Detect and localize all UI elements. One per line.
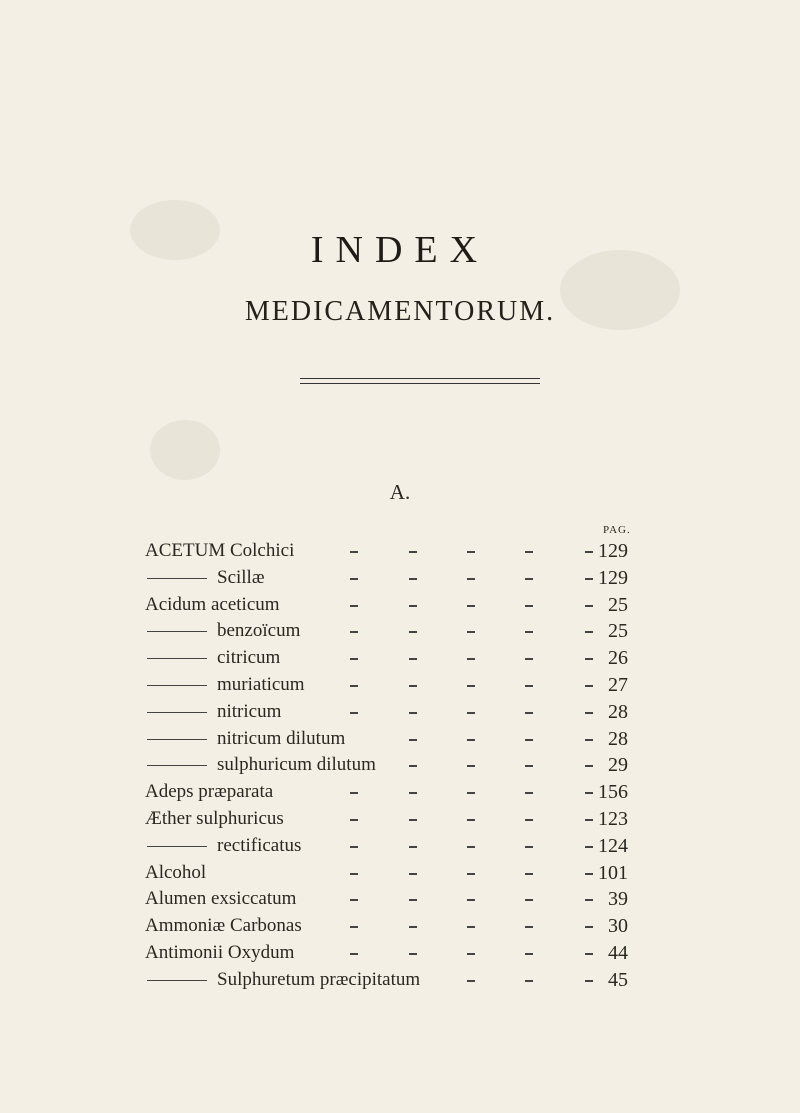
index-entry <box>0 858 800 888</box>
entry-label: ACETUM Colchici <box>145 540 295 561</box>
leader-dash <box>350 846 358 848</box>
index-entry <box>0 643 800 673</box>
leader-dash <box>467 765 475 767</box>
leader-dash <box>585 712 593 714</box>
leader-dash <box>409 899 417 901</box>
leader-dash <box>467 819 475 821</box>
leader-dash <box>585 605 593 607</box>
index-entry <box>0 831 800 861</box>
entry-page-number: 30 <box>608 915 628 938</box>
entry-page-number: 124 <box>598 834 628 857</box>
entry-label: Antimonii Oxydum <box>145 942 295 963</box>
leader-dash <box>409 873 417 875</box>
leader-dash <box>525 685 533 687</box>
leader-dash <box>525 712 533 714</box>
leader-dash <box>525 739 533 741</box>
index-entry <box>0 536 800 566</box>
leader-dash <box>467 685 475 687</box>
leader-dash <box>467 631 475 633</box>
index-entry <box>0 777 800 807</box>
index-entry <box>0 884 800 914</box>
leader-dash <box>525 792 533 794</box>
leader-dash <box>409 953 417 955</box>
leader-dash <box>350 658 358 660</box>
leader-dash <box>525 658 533 660</box>
leader-dash <box>350 685 358 687</box>
leader-dash <box>409 578 417 580</box>
entry-label: Alcohol <box>145 861 207 883</box>
leader-dash <box>525 578 533 580</box>
leader-dash <box>409 551 417 553</box>
leader-dash <box>585 765 593 767</box>
index-entry <box>0 911 800 941</box>
entry-label: muriaticum <box>217 674 305 695</box>
index-entry <box>0 724 800 754</box>
entry-page-number: 129 <box>598 566 628 589</box>
entry-label: Sulphuretum præcipitatum <box>217 968 421 990</box>
index-entry <box>0 750 800 780</box>
entry-page-number: 123 <box>598 808 628 830</box>
entry-page-number: 26 <box>608 647 628 670</box>
entry-label: rectificatus <box>217 834 302 856</box>
leader-dash <box>525 631 533 633</box>
leader-dash <box>409 685 417 687</box>
leader-dash <box>525 899 533 901</box>
leader-dash <box>585 685 593 687</box>
leader-dash <box>350 631 358 633</box>
leader-dash <box>350 605 358 607</box>
entry-label: citricum <box>217 647 281 669</box>
leader-dash <box>350 926 358 928</box>
entry-label: Adeps præparata <box>145 781 274 803</box>
leader-dash <box>350 873 358 875</box>
leader-dash <box>467 712 475 714</box>
index-entry <box>0 590 800 620</box>
index-entry <box>0 670 800 700</box>
leader-dash <box>350 578 358 580</box>
leader-dash <box>585 980 593 982</box>
leader-dash <box>585 846 593 848</box>
index-entry <box>0 965 800 995</box>
double-rule-bottom <box>300 383 540 384</box>
index-title: INDEX <box>310 229 490 271</box>
entry-label: nitricum dilutum <box>217 727 346 749</box>
entry-page-number: 27 <box>608 674 628 696</box>
entry-page-number: 101 <box>598 861 628 884</box>
leader-dash <box>467 953 475 955</box>
leader-dash <box>350 551 358 553</box>
leader-dash <box>409 712 417 714</box>
entry-page-number: 45 <box>608 968 628 991</box>
entry-label: benzoïcum <box>217 620 301 642</box>
ditto-dash <box>147 658 207 659</box>
ditto-dash <box>147 846 207 847</box>
leader-dash <box>350 819 358 821</box>
leader-dash <box>585 631 593 633</box>
leader-dash <box>350 899 358 901</box>
index-subtitle: MEDICAMENTORUM. <box>244 296 556 327</box>
leader-dash <box>585 578 593 580</box>
leader-dash <box>525 926 533 928</box>
leader-dash <box>409 658 417 660</box>
leader-dash <box>409 631 417 633</box>
leader-dash <box>585 551 593 553</box>
entry-label: nitricum <box>217 700 282 722</box>
leader-dash <box>525 873 533 875</box>
leader-dash <box>350 792 358 794</box>
leader-dash <box>467 899 475 901</box>
leader-dash <box>585 792 593 794</box>
leader-dash <box>467 578 475 580</box>
leader-dash <box>585 899 593 901</box>
leader-dash <box>409 846 417 848</box>
ditto-dash <box>147 765 207 766</box>
entry-label: Ammoniæ Carbonas <box>145 915 302 937</box>
index-entry <box>0 563 800 593</box>
leader-dash <box>467 980 475 982</box>
leader-dash <box>525 980 533 982</box>
entry-label: sulphuricum dilutum <box>217 754 376 776</box>
leader-dash <box>585 953 593 955</box>
entry-label: Æther sulphuricus <box>145 808 284 829</box>
leader-dash <box>467 792 475 794</box>
double-rule-top <box>300 378 540 379</box>
entry-page-number: 28 <box>608 727 628 750</box>
leader-dash <box>467 658 475 660</box>
ditto-dash <box>147 631 207 632</box>
leader-dash <box>525 605 533 607</box>
leader-dash <box>409 739 417 741</box>
entry-label: Acidum aceticum <box>145 593 280 615</box>
index-entry <box>0 697 800 727</box>
entry-page-number: 44 <box>608 942 628 964</box>
leader-dash <box>467 739 475 741</box>
leader-dash <box>585 819 593 821</box>
entry-page-number: 129 <box>598 540 628 562</box>
leader-dash <box>525 846 533 848</box>
leader-dash <box>409 926 417 928</box>
leader-dash <box>585 739 593 741</box>
leader-dash <box>350 712 358 714</box>
leader-dash <box>525 819 533 821</box>
leader-dash <box>467 873 475 875</box>
leader-dash <box>409 792 417 794</box>
leader-dash <box>409 605 417 607</box>
entry-label: Scillæ <box>217 566 265 588</box>
section-letter: A. <box>389 480 411 504</box>
entry-page-number: 156 <box>598 781 628 804</box>
ditto-dash <box>147 712 207 713</box>
leader-dash <box>409 819 417 821</box>
leader-dash <box>525 953 533 955</box>
leader-dash <box>525 765 533 767</box>
index-entry <box>0 938 800 968</box>
leader-dash <box>525 551 533 553</box>
leader-dash <box>585 658 593 660</box>
page-stain <box>150 420 220 480</box>
ditto-dash <box>147 578 207 579</box>
entry-page-number: 29 <box>608 754 628 777</box>
leader-dash <box>467 846 475 848</box>
leader-dash <box>585 926 593 928</box>
leader-dash <box>350 953 358 955</box>
index-entry <box>0 804 800 834</box>
entry-page-number: 28 <box>608 700 628 723</box>
index-entry <box>0 616 800 646</box>
ditto-dash <box>147 980 207 981</box>
ditto-dash <box>147 685 207 686</box>
leader-dash <box>585 873 593 875</box>
ditto-dash <box>147 739 207 740</box>
leader-dash <box>467 926 475 928</box>
entry-label: Alumen exsiccatum <box>145 888 297 910</box>
entry-page-number: 39 <box>608 888 628 911</box>
entry-page-number: 25 <box>608 593 628 616</box>
entry-page-number: 25 <box>608 620 628 643</box>
leader-dash <box>467 551 475 553</box>
leader-dash <box>467 605 475 607</box>
page-column-label: PAG. <box>603 524 631 536</box>
leader-dash <box>409 765 417 767</box>
